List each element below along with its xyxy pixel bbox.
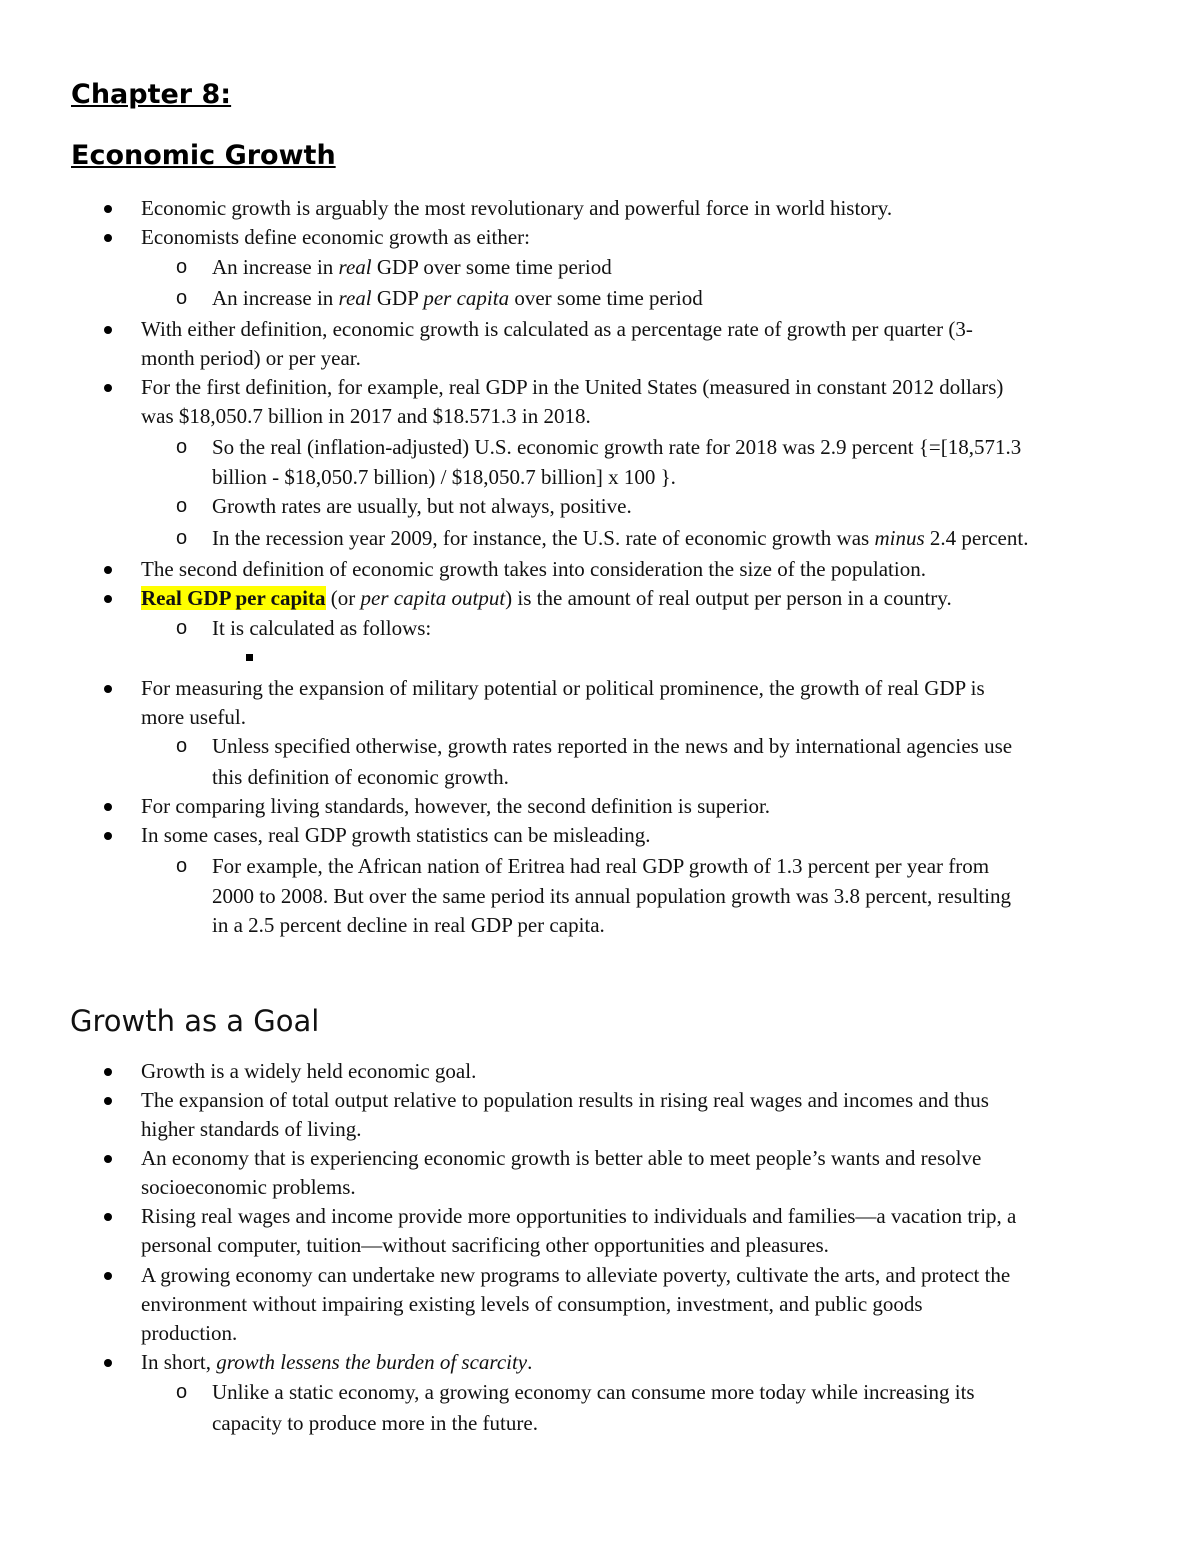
sub-list-item: Unlike a static economy, a growing economy can consume more today while increasing its	[212, 1380, 975, 1404]
list-item: An economy that is experiencing economic growth is better able to meet people’s wants and resolve	[141, 1146, 982, 1170]
list-item: Rising real wages and income provide more opportunities to individuals and families—a vacation trip, a	[141, 1204, 1017, 1228]
list-item: With either definition, economic growth is calculated as a percentage rate of growth per quarter (3-	[141, 317, 973, 341]
sub-list-item: Growth rates are usually, but not always, positive.	[212, 494, 632, 518]
list-item-continuation: production.	[141, 1321, 238, 1345]
sub-list-item-continuation: this definition of economic growth.	[212, 765, 509, 789]
list-item: For comparing living standards, however, the second definition is superior.	[141, 794, 771, 818]
list-item: For the first definition, for example, real GDP in the United States (measured in constant 2012 dollars)	[141, 375, 1004, 399]
bullet-dot	[104, 685, 112, 693]
sub-list-item-continuation: capacity to produce more in the future.	[212, 1411, 538, 1435]
sub-list-item: It is calculated as follows:	[212, 616, 432, 640]
list-item: In some cases, real GDP growth statistics can be misleading.	[141, 823, 651, 847]
sub-bullet-circle: o	[176, 436, 188, 458]
sub-bullet-circle: o	[176, 735, 188, 757]
list-item-continuation: higher standards of living.	[141, 1117, 362, 1141]
list-item-continuation: was $18,050.7 billion in 2017 and $18.571.3 in 2018.	[141, 404, 591, 428]
list-item: The expansion of total output relative to population results in rising real wages and incomes and thus	[141, 1088, 989, 1112]
sub-list-item: For example, the African nation of Eritrea had real GDP growth of 1.3 percent per year from	[212, 854, 990, 878]
list-item: Real GDP per capita (or per capita output) is the amount of real output per person in a country.	[141, 586, 952, 610]
bullet-dot	[104, 1272, 112, 1280]
list-item-continuation: month period) or per year.	[141, 346, 361, 370]
list-item-continuation: more useful.	[141, 705, 246, 729]
sub-list-item: So the real (inflation-adjusted) U.S. economic growth rate for 2018 was 2.9 percent {=[18,571.3	[212, 435, 1022, 459]
sub-bullet-circle: o	[176, 617, 188, 639]
bullet-dot	[104, 566, 112, 574]
sub-bullet-circle: o	[176, 855, 188, 877]
bullet-dot	[104, 326, 112, 334]
bullet-dot	[104, 1213, 112, 1221]
sub-bullet-circle: o	[176, 495, 188, 517]
list-item: The second definition of economic growth takes into consideration the size of the population.	[141, 557, 926, 581]
list-item: A growing economy can undertake new programs to alleviate poverty, cultivate the arts, and protect the	[141, 1263, 1011, 1287]
list-item-continuation: personal computer, tuition—without sacrificing other opportunities and pleasures.	[141, 1233, 829, 1257]
sub-list-item-continuation: 2000 to 2008. But over the same period its annual population growth was 3.8 percent, resulting	[212, 884, 1012, 908]
chapter-heading: Chapter 8:	[71, 79, 232, 110]
bullet-dot	[104, 1155, 112, 1163]
sub-bullet-circle: o	[176, 256, 188, 278]
list-item-continuation: socioeconomic problems.	[141, 1175, 356, 1199]
sub-bullet-circle: o	[176, 1381, 188, 1403]
bullet-dot	[104, 832, 112, 840]
square-bullet	[246, 654, 253, 661]
bullet-dot	[104, 1359, 112, 1367]
bullet-dot	[104, 803, 112, 811]
highlighted-term: Real GDP per capita	[141, 586, 326, 610]
list-item: Economists define economic growth as either:	[141, 225, 530, 249]
bullet-dot	[104, 595, 112, 603]
sub-list-item: Unless specified otherwise, growth rates reported in the news and by international agencies use	[212, 734, 1013, 758]
sub-list-item-continuation: in a 2.5 percent decline in real GDP per capita.	[212, 913, 605, 937]
bullet-dot	[104, 1068, 112, 1076]
sub-list-item: In the recession year 2009, for instance, the U.S. rate of economic growth was minus 2.4 percent.	[212, 526, 1029, 550]
sub-bullet-circle: o	[176, 527, 188, 549]
bullet-dot	[104, 1097, 112, 1105]
list-item: For measuring the expansion of military potential or political prominence, the growth of real GDP is	[141, 676, 985, 700]
bullet-dot	[104, 384, 112, 392]
list-item: Growth is a widely held economic goal.	[141, 1059, 477, 1083]
sub-list-item: An increase in real GDP over some time period	[212, 255, 612, 279]
sub-bullet-circle: o	[176, 287, 188, 309]
bullet-dot	[104, 205, 112, 213]
sub-list-item: An increase in real GDP per capita over some time period	[212, 286, 703, 310]
list-item-continuation: environment without impairing existing levels of consumption, investment, and public goods	[141, 1292, 923, 1316]
bullet-dot	[104, 234, 112, 242]
section-heading-growth-as-a-goal: Growth as a Goal	[70, 1004, 320, 1038]
sub-list-item-continuation: billion - $18,050.7 billion) / $18,050.7 billion] x 100 }.	[212, 465, 676, 489]
list-item: Economic growth is arguably the most revolutionary and powerful force in world history.	[141, 196, 893, 220]
list-item: In short, growth lessens the burden of scarcity.	[141, 1350, 533, 1374]
section-heading-economic-growth: Economic Growth	[71, 140, 336, 171]
